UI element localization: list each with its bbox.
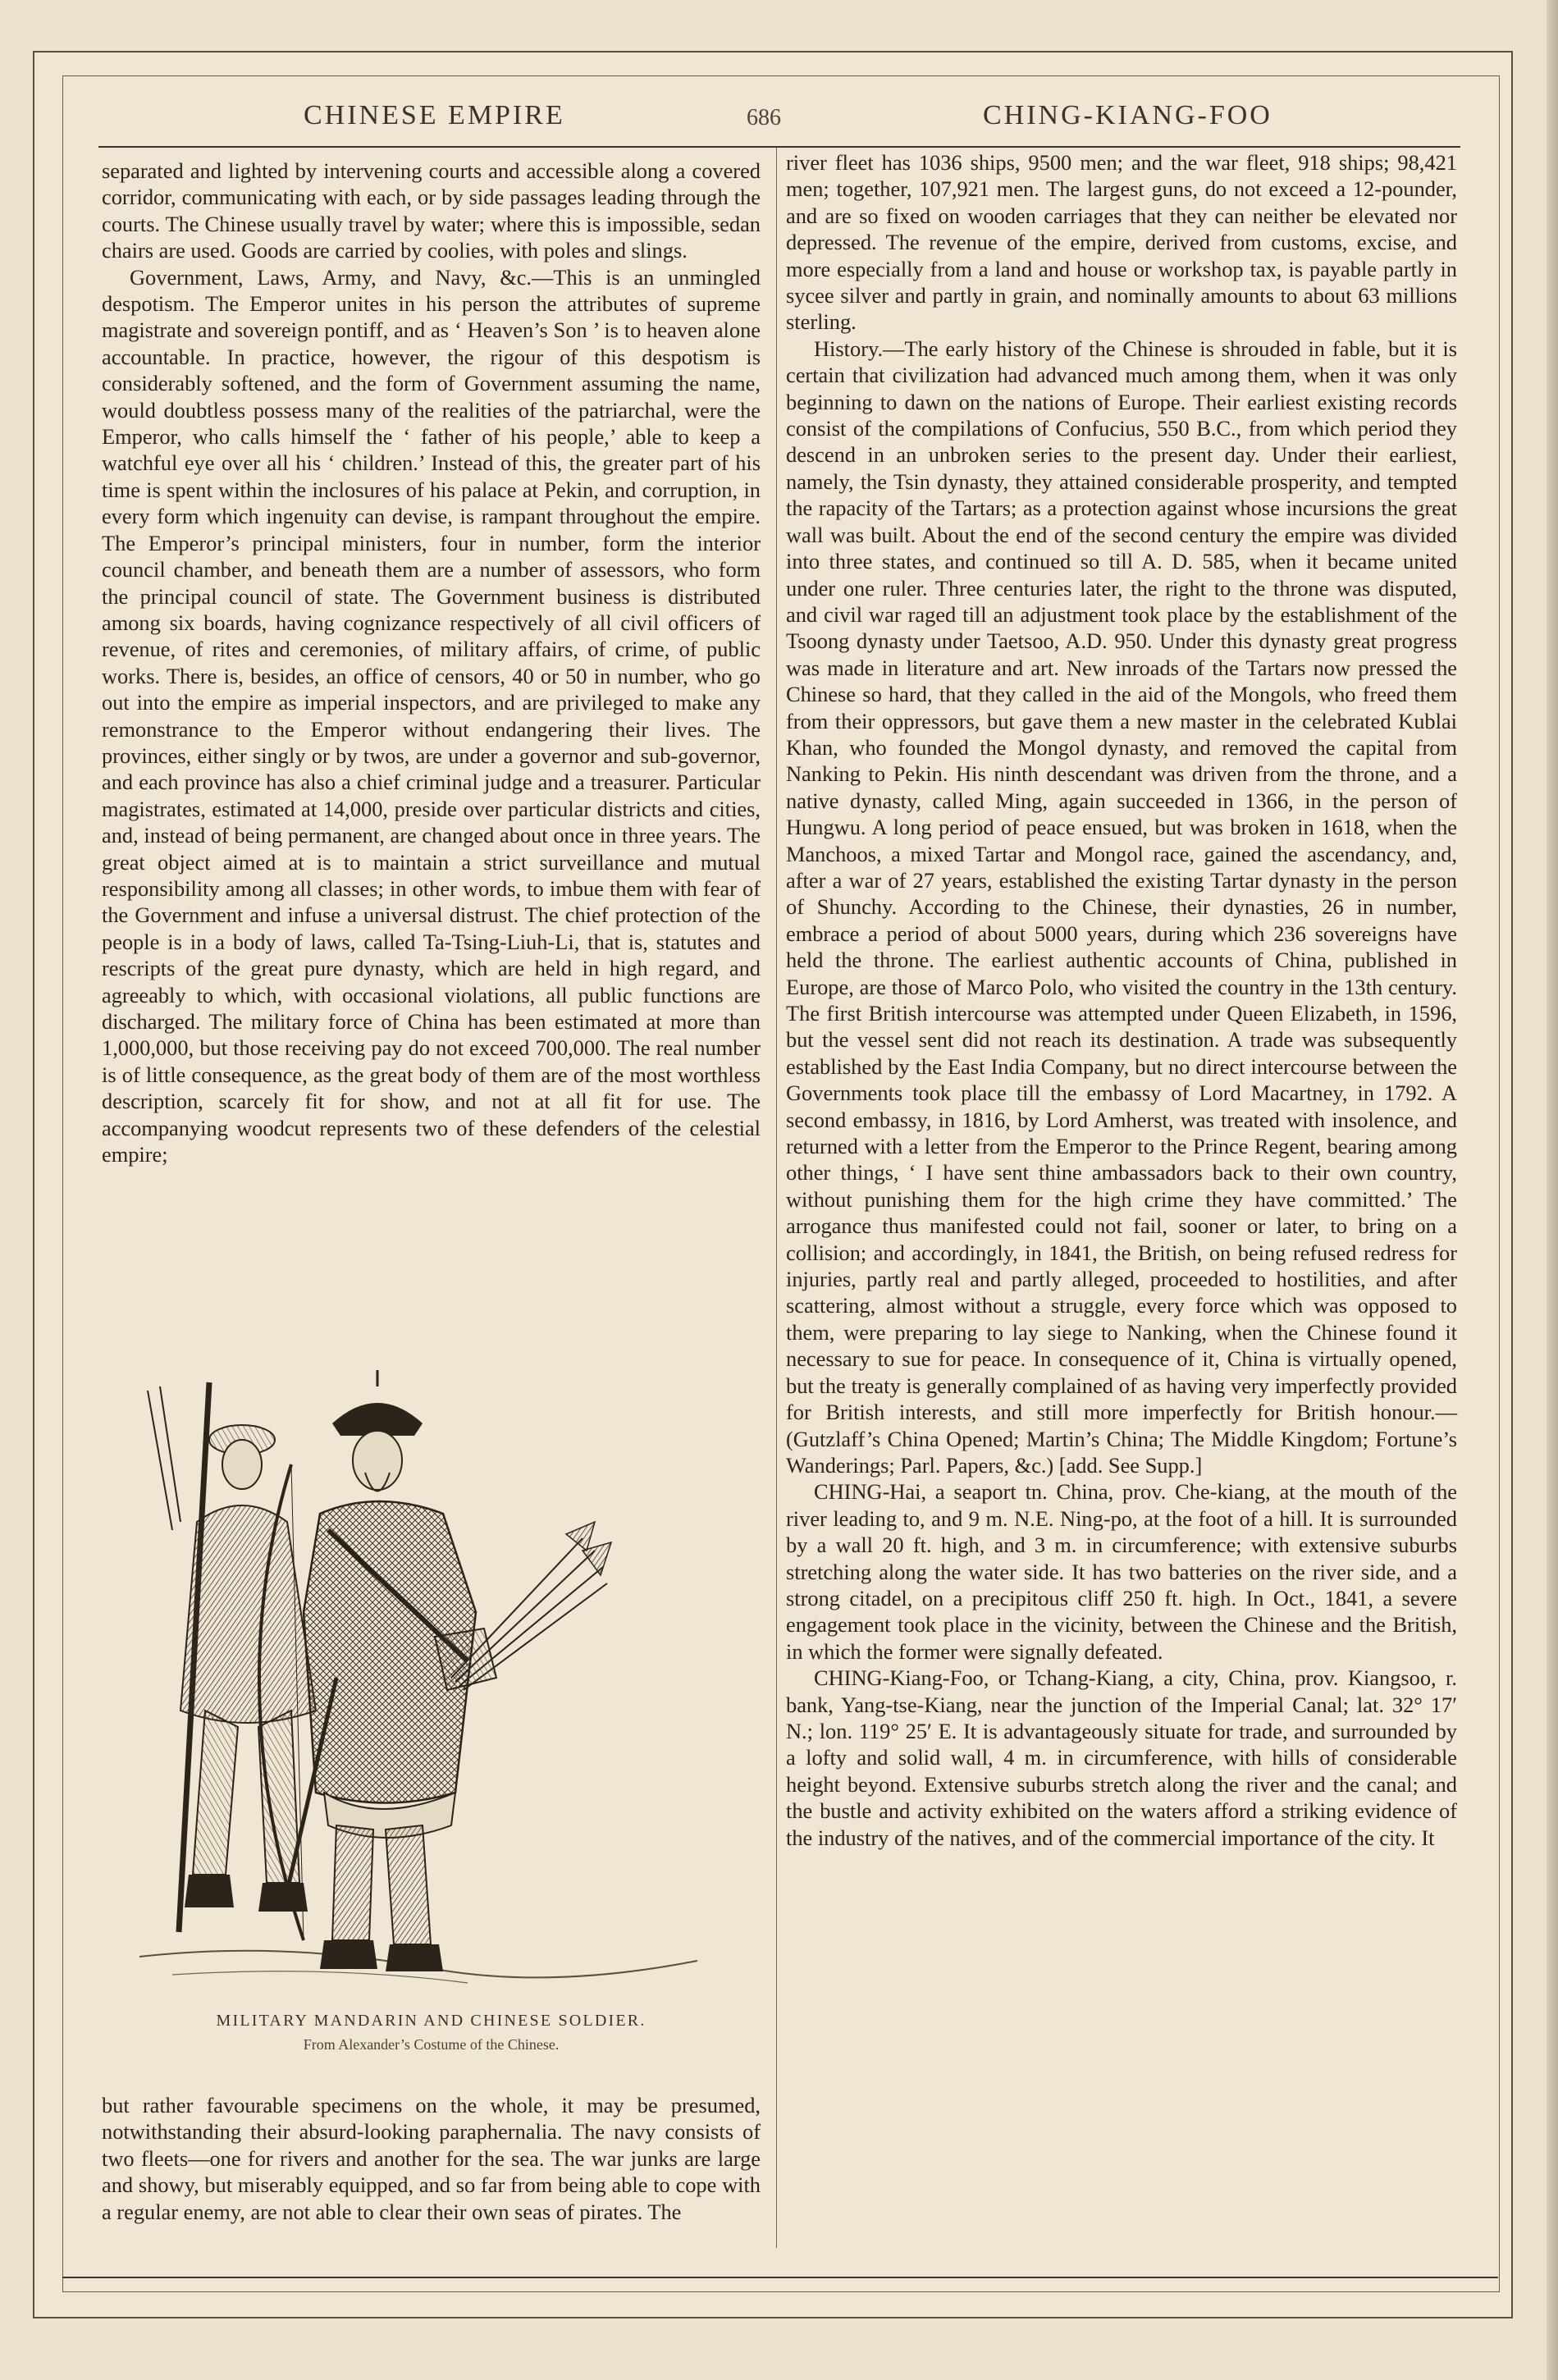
left-column-bottom: [102, 2092, 761, 2225]
woodcut-illustration: [123, 1366, 722, 2006]
page-edge-shadow: [1547, 0, 1558, 2380]
column-divider: [776, 148, 777, 2248]
left-column-top: [102, 158, 761, 1167]
header-left-title: CHINESE EMPIRE: [304, 100, 565, 130]
entry-ching-kiang-foo: CHING-Kiang-Foo, or Tchang-Kiang, a city, China, prov. Kiangsoo, r. bank, Yang-tse-Kiang, near the junction of the Imperial Canal; lat. 32° 17′ N.; lon. 119° 25′ E. It is advantageously situate for trade, and surrounded by a lofty and solid wall, 4 m. in circumference, with hills of considerable height beyond. Extensive suburbs stretch along the river and the canal; and the bustle and activity exhibited on the waters afford a striking evidence of the industry of the natives, and of the commercial importance of the city. It: [786, 1665, 1457, 1850]
bottom-rule: [62, 2277, 1498, 2278]
figure-caption-title: MILITARY MANDARIN AND CHINESE SOLDIER.: [216, 2012, 647, 2030]
mandarin-and-soldier-woodcut: [123, 1366, 722, 2006]
paragraph-government: Government, Laws, Army, and Navy, &c.—This is an unmingled despotism. The Emperor unites in his person the attributes of supreme magistrate and sovereign pontiff, and as ‘ Heaven’s Son ’ is to heaven alone accountable. In practice, however, the rigour of this despotism is considerably softened, and the form of Government assuming the name, would doubtless possess many of the realities of the patriarchal, were the Emperor, who calls himself the ‘ father of his people,’ able to keep a watchful eye over all his ‘ children.’ Instead of this, the greater part of his time is spent within the inclosures of his palace at Pekin, and corruption, in every form which ingenuity can devise, is rampant throughout the empire. The Emperor’s principal ministers, four in number, form the interior council chamber, and beneath them are a number of assessors, who form the principal council of state. The Government business is distributed among six boards, having cognizance respectively of all civil officers of revenue, of rites and ceremonies, of military affairs, of crime, of public works. There is, besides, an office of censors, 40 or 50 in number, who go out into the empire as imperial inspectors, and are privileged to make any remonstrance to the Emperor without endangering their lives. The provinces, either singly or by twos, are under a governor and sub-governor, and each province has also a chief criminal judge and a treasurer. Particular magistrates, estimated at 14,000, preside over particular districts and cities, and, instead of being permanent, are changed about once in three years. The great object aimed at is to maintain a strict surveillance and mutual responsibility among all classes; in other words, to imbue them with fear of the Government and infuse a universal distrust. The chief protection of the people is in a body of laws, called Ta-Tsing-Liuh-Li, that is, statutes and rescripts of the great pure dynasty, which are held in high regard, and agreeably to which, with occasional violations, all public functions are discharged. The military force of China has been estimated at more than 1,000,000, but those receiving pay do not exceed 700,000. The real number is of little consequence, as the great body of them are of the most worthless description, scarcely fit for show, and not at all fit for use. The accompanying woodcut represents two of these defenders of the celestial empire;: [102, 264, 761, 1167]
running-header: [98, 97, 1460, 148]
paragraph-navy: river fleet has 1036 ships, 9500 men; and the war fleet, 918 ships; 98,421 men; together, 107,921 men. The largest guns, do not exceed a 12-pounder, and are so fixed on wooden carriages that they can neither be elevated nor depressed. The revenue of the empire, derived from customs, excise, and more especially from a land and house or workshop tax, is payable partly in sycee silver and partly in grain, and nominally amounts to about 63 millions sterling.: [786, 150, 1457, 335]
entry-ching-hai: CHING-Hai, a seaport tn. China, prov. Che-kiang, at the mouth of the river leading to, and 9 m. N.E. Ning-po, at the foot of a hill. It is surrounded by a wall 20 ft. high, and 3 m. in circumference; with extensive suburbs stretching along the water side. It has two batteries on the river side, and a strong citadel, on a precipitous cliff 250 ft. high. In Oct., 1841, a severe engagement took place in the vicinity, between the Chinese and the British, in which the former were signally defeated.: [786, 1479, 1457, 1664]
paragraph: separated and lighted by intervening courts and accessible along a covered corridor, communicating with each, or by side passages leading through the courts. The Chinese usually travel by water; where this is impossible, sedan chairs are used. Goods are carried by coolies, with poles and slings.: [102, 158, 761, 263]
paragraph: but rather favourable specimens on the whole, it may be presumed, notwithstanding their absurd-looking paraphernalia. The navy consists of two fleets—one for rivers and another for the sea. The war junks are large and showy, but miserably equipped, and so far from being able to cope with a regular enemy, are not able to clear their own seas of pirates. The: [102, 2093, 761, 2224]
paragraph-history: History.—The early history of the Chinese is shrouded in fable, but it is certain that civilization had advanced much among them, when it was only beginning to dawn on the nations of Europe. Their earliest existing records consist of the compilations of Confucius, 550 B.C., from which period they descend in an unbroken series to the present day. Under their earliest, namely, the Tsin dynasty, they attained considerable prosperity, and tempted the rapacity of the Tartars; as a protection against whose incursions the great wall was built. About the end of the second century the empire was divided into three states, and continued so till A. D. 585, when it became united under one ruler. Three centuries later, the right to the throne was disputed, and civil war raged till an adjustment took place by the establishment of the Tsoong dynasty under Taetsoo, A.D. 950. Under this dynasty great progress was made in literature and art. New inroads of the Tartars now pressed the Chinese so hard, that they called in the aid of the Mongols, who freed them from their oppressors, but gave them a new master in the celebrated Kublai Khan, who founded the Mongol dynasty, and removed the capital from Nanking to Pekin. His ninth descendant was driven from the throne, and a native dynasty, called Ming, again succeeded in 1366, in the person of Hungwu. A long period of peace ensued, but was broken in 1618, when the Manchoos, a mixed Tartar and Mongol race, gained the ascendancy, and, after a war of 27 years, established the existing Tartar dynasty in the person of Shunchy. According to the Chinese, their dynasties, 26 in number, embrace a period of about 5000 years, during which 236 sovereigns have held the throne. The earliest authentic accounts of China, published in Europe, are those of Marco Polo, who visited the country in the 13th century. The first British intercourse was attempted under Queen Elizabeth, in 1596, but the vessel sent did not reach its destination. A trade was subsequently established by the East India Company, but no direct intercourse between the Governments took place till the embassy of Lord Macartney, in 1792. A second embassy, in 1816, by Lord Amherst, was treated with insolence, and returned with a letter from the Emperor to the Prince Regent, bearing among other things, ‘ I have sent thine ambassadors back to their own country, without punishing them for the high crime they have committed.’ The arrogance thus manifested could not fail, sooner or later, to bring on a collision; and accordingly, in 1841, the British, on being refused redress for injuries, partly real and partly alleged, proceeded to hostilities, and after scattering, almost without a struggle, every force which was opposed to them, were preparing to lay siege to Nanking, when the Chinese found it necessary to sue for peace. In consequence of it, China is virtually opened, but the treaty is generally complained of as having very imperfectly provided for British interests, and still more imperfectly for British honour.—(Gutzlaff’s China Opened; Martin’s China; The Middle Kingdom; Fortune’s Wanderings; Parl. Papers, &c.) [add. See Supp.]: [786, 336, 1457, 1478]
figure-caption-source: From Alexander’s Costume of the Chinese.: [303, 2036, 560, 2053]
page-number: 686: [747, 105, 781, 130]
right-column: [786, 149, 1457, 1851]
header-right-title: CHING-KIANG-FOO: [983, 100, 1272, 130]
